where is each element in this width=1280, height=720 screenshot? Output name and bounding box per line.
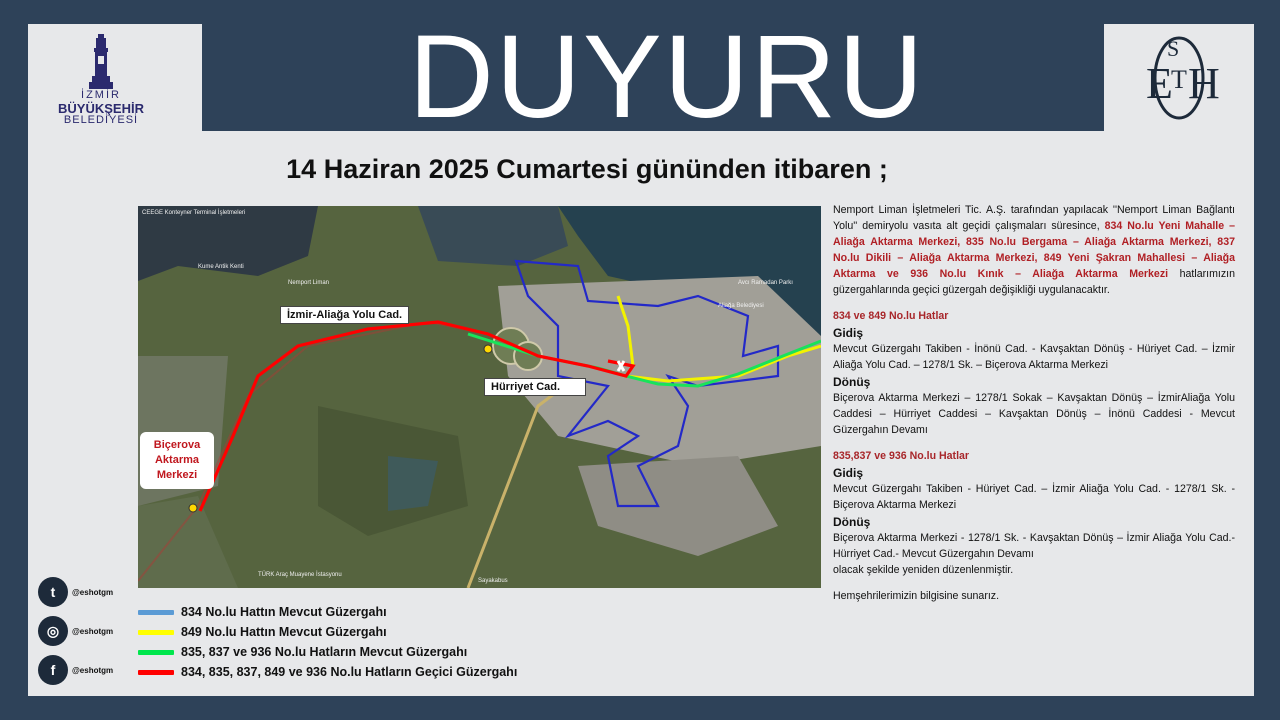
- group1-gidis: Mevcut Güzergahı Takiben - İnönü Cad. - Kavşaktan Dönüş - Hüriyet Cad. – İzmir Aliağa Yolu Cad. – 1278/1 Sk. – Biçerova Aktarma Merkezi: [833, 343, 1235, 371]
- group2-gidis-label: Gidiş: [833, 466, 864, 480]
- route-map: [138, 206, 821, 588]
- map-label-hurriyet: Hürriyet Cad.: [484, 378, 586, 396]
- logo-text: [58, 90, 144, 127]
- svg-text:T: T: [1171, 64, 1187, 94]
- map-small-label: Kume Antik Kenti: [198, 264, 244, 270]
- social-instagram[interactable]: [38, 615, 128, 647]
- group2-closing: olacak şekilde yeniden düzenlenmiştir.: [833, 564, 1014, 576]
- logo-line1: İZMİR: [81, 89, 121, 102]
- map-label-bicerova: Biçerova Aktarma Merkezi: [140, 432, 214, 489]
- group2-donus-label: Dönüş: [833, 515, 871, 529]
- logo-line3: BELEDİYESİ: [63, 114, 139, 127]
- social-twitter[interactable]: [38, 576, 128, 608]
- map-legend: [138, 602, 517, 682]
- legend-item: [138, 642, 517, 662]
- logo-line2: BÜYÜKŞEHİR: [58, 100, 144, 116]
- legend-swatch-red: [138, 670, 174, 675]
- social-handle: @eshotgm: [72, 626, 114, 636]
- legend-swatch-yellow: [138, 630, 174, 635]
- social-links: [38, 576, 128, 693]
- map-small-label: Sayakabus: [478, 578, 508, 584]
- svg-text:E: E: [1146, 58, 1173, 108]
- map-small-label: TÜRK Araç Muayene İstasyonu: [258, 572, 342, 578]
- group2-gidis: Mevcut Güzergahı Takiben - Hüriyet Cad. – İzmir Aliağa Yolu Cad. - 1278/1 Sk. - Biçerova Aktarma Merkezi: [833, 483, 1235, 511]
- affected-lines: 834 No.lu Yeni Mahalle – Aliağa Aktarma Merkezi, 835 No.lu Bergama – Aliağa Aktarma Merkezi, 837 No.lu Dikili – Aliağa Aktarma Merkezi, 849 Yeni Şakran Mahallesi – Aliağa Aktarma ve 936 No.lu Kınık – Aliağa Aktarma Merkezi: [833, 220, 1235, 280]
- announcement-text: [833, 202, 1235, 604]
- announcement-panel: [28, 11, 1254, 696]
- eshot-monogram-icon: [1134, 26, 1224, 130]
- group1-heading: 834 ve 849 No.lu Hatlar: [833, 310, 949, 322]
- group2-donus: Biçerova Aktarma Merkezi - 1278/1 Sk. - Kavşaktan Dönüş – İzmir Aliağa Yolu Cad.- Hürriyet Cad.- Mevcut Güzergahın Devamı: [833, 532, 1235, 560]
- legend-label: 834, 835, 837, 849 ve 936 No.lu Hatların Geçici Güzergahı: [181, 665, 518, 679]
- intro-paragraph: [833, 202, 1235, 298]
- legend-label: 849 No.lu Hattın Mevcut Güzergahı: [181, 625, 387, 639]
- effective-date: 14 Haziran 2025 Cumartesi gününden itibaren ;: [286, 154, 888, 184]
- izmir-bb-logo: [28, 24, 174, 131]
- map-small-label: Avcı Ramadan Parkı: [738, 280, 793, 286]
- instagram-icon: ◎: [38, 616, 68, 646]
- intro-end: hatlarımızın güzergahlarında geçici güzergah değişikliği uygulanacaktır.: [833, 268, 1235, 296]
- facebook-icon: f: [38, 655, 68, 685]
- eshot-logo: [1104, 24, 1254, 131]
- map-small-label: CEEGE Konteyner Terminal İşletmeleri: [142, 210, 246, 216]
- group1-gidis-label: Gidiş: [833, 326, 864, 340]
- map-small-label: Aliağa Belediyesi: [718, 303, 764, 309]
- legend-swatch-blue: [138, 610, 174, 615]
- page-title: DUYURU: [408, 11, 926, 143]
- svg-text:S: S: [1167, 35, 1180, 61]
- intro-text: Nemport Liman İşletmeleri Tic. A.Ş. tarafından yapılacak ''Nemport Liman Bağlantı Yolu'' demiryolu vasıta alt geçidi çalışmaları süresince,: [833, 204, 1235, 232]
- group1-donus-label: Dönüş: [833, 375, 871, 389]
- map-small-label: Nemport Liman: [288, 280, 330, 286]
- footer-note: Hemşehrilerimizin bilgisine sunarız.: [833, 590, 1000, 602]
- clock-tower-icon: [86, 32, 116, 90]
- map-label-izmir-aliaga: İzmir-Aliağa Yolu Cad.: [280, 306, 409, 324]
- svg-text:H: H: [1188, 58, 1220, 108]
- group1-donus: Biçerova Aktarma Merkezi – 1278/1 Sokak – Kavşaktan Dönüş – İzmirAliağa Yolu Caddesi – Hürriyet Caddesi – Kavşaktan Dönüş – İnönü Caddesi - Mevcut Güzergahın Devamı: [833, 392, 1235, 436]
- legend-swatch-green: [138, 650, 174, 655]
- group2-heading: 835,837 ve 936 No.lu Hatlar: [833, 450, 970, 462]
- twitter-icon: t: [38, 577, 68, 607]
- legend-item: [138, 622, 517, 642]
- legend-label: 835, 837 ve 936 No.lu Hatların Mevcut Güzergahı: [181, 645, 468, 659]
- legend-label: 834 No.lu Hattın Mevcut Güzergahı: [181, 605, 387, 619]
- social-handle: @eshotgm: [72, 665, 114, 675]
- social-handle: @eshotgm: [72, 587, 114, 597]
- social-facebook[interactable]: [38, 654, 128, 686]
- legend-item: [138, 662, 517, 682]
- legend-item: [138, 602, 517, 622]
